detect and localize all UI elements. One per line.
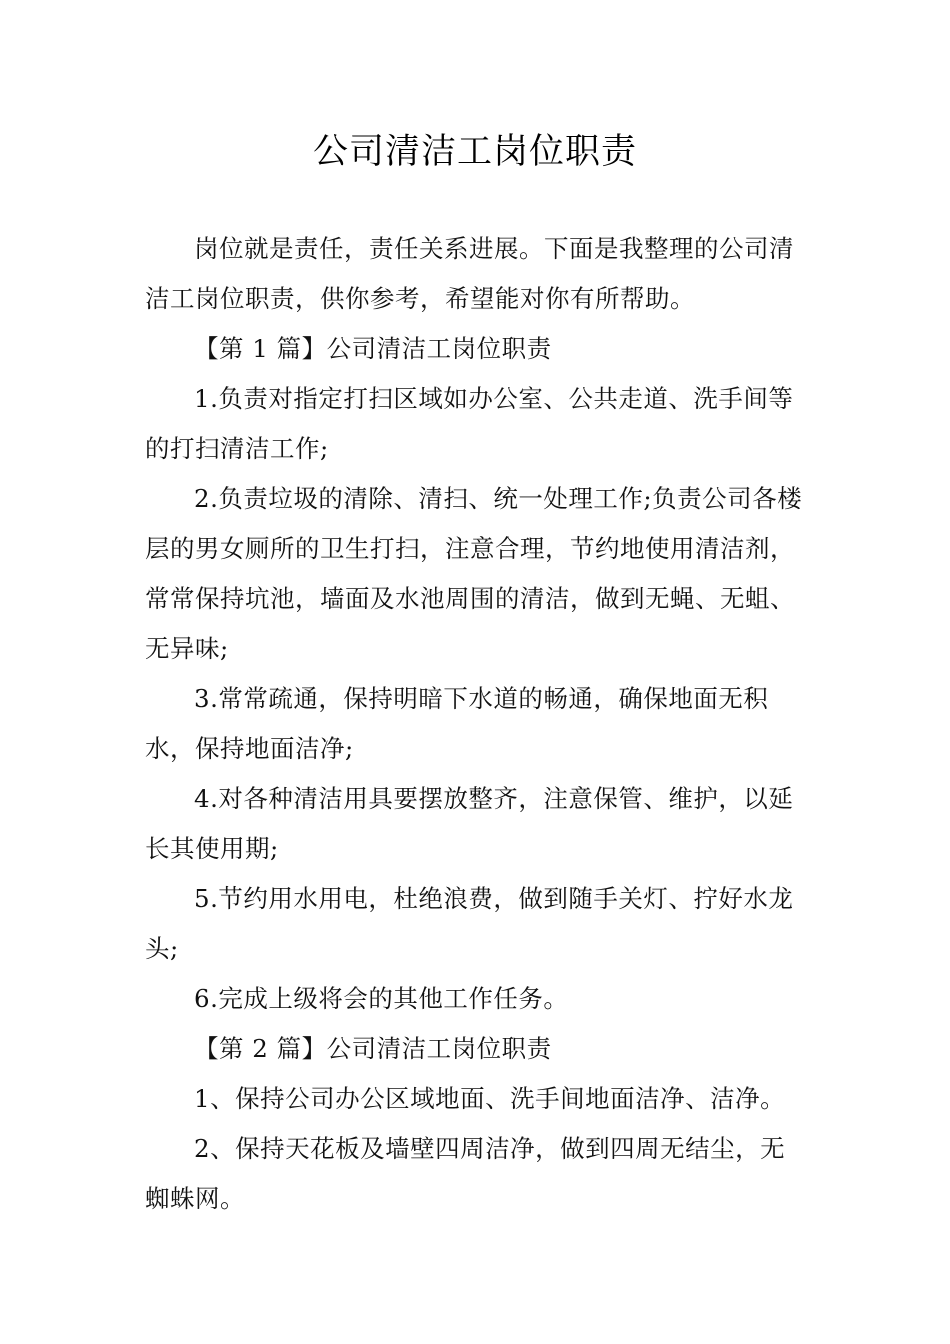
section-heading-2: 【第 2 篇】公司清洁工岗位职责: [194, 1034, 552, 1063]
intro-paragraph: 岗位就是责任，责任关系进展。下面是我整理的公司清洁工岗位职责，供你参考，希望能对你有所帮助。: [145, 234, 794, 313]
duty-item-1-5: 5.节约用水用电，杜绝浪费，做到随手关灯、拧好水龙头;: [145, 884, 794, 963]
duty-item-2-2: 2、保持天花板及墙壁四周洁净，做到四周无结尘，无蜘蛛网。: [145, 1134, 786, 1213]
duty-item-2-1: 1、保持公司办公区域地面、洗手间地面洁净、洁净。: [194, 1084, 786, 1113]
duty-item-1-1: 1.负责对指定打扫区域如办公室、公共走道、洗手间等的打扫清洁工作;: [145, 384, 794, 463]
duty-item-1-4: 4.对各种清洁用具要摆放整齐，注意保管、维护，以延长其使用期;: [145, 784, 794, 863]
duty-item-1-2: 2.负责垃圾的清除、清扫、统一处理工作;负责公司各楼层的男女厕所的卫生打扫，注意合理，节约地使用清洁剂，常常保持坑池，墙面及水池周围的清洁，做到无蝇、无蛆、无异味;: [145, 484, 803, 663]
duty-item-1-3: 3.常常疏通，保持明暗下水道的畅通，确保地面无积水，保持地面洁净;: [145, 684, 769, 763]
document-body: [145, 224, 805, 1224]
document-title: 公司清洁工岗位职责: [312, 132, 637, 172]
duty-item-1-6: 6.完成上级将会的其他工作任务。: [194, 984, 569, 1013]
section-heading-1: 【第 1 篇】公司清洁工岗位职责: [194, 334, 552, 363]
